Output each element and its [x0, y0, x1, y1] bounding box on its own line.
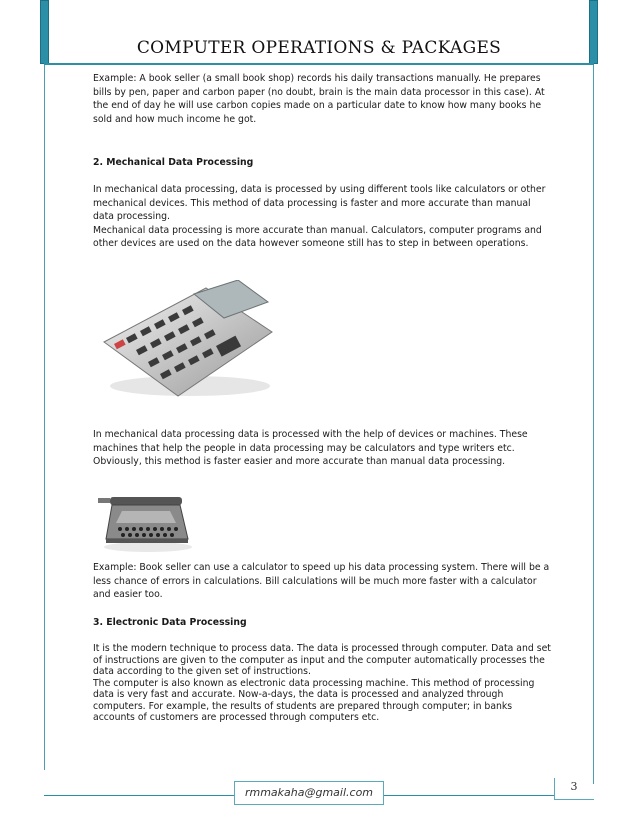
- section-heading-mechanical: 2. Mechanical Data Processing: [93, 157, 254, 168]
- footer-rule-left: [44, 795, 234, 796]
- mechanical-para-2: Mechanical data processing is more accurate than manual. Calculators, computer programs and other devices are used on the data however someone still has to step in between operations.: [93, 224, 542, 250]
- electronic-para-2: The computer is also known as electronic data processing machine. This method of processing data is very fast and accurate. Now-a-days, the data is processed and analyzed through computers. For example, the results of students are prepared through computer; in banks accounts of customers are processed through computers etc.: [93, 677, 535, 723]
- right-margin-line: [593, 64, 594, 784]
- footer-email: rmmakaha@gmail.com: [234, 781, 384, 805]
- intro-example-text: Example: A book seller (a small book shop) records his daily transactions manually. He prepares bills by pen, paper and carbon paper (no doubt, brain is the main data processor in this case). At the end of day he will use carbon copies made on a particular date to know how many books he sold and how much income he got.: [93, 73, 545, 125]
- calculator-image: [98, 280, 278, 400]
- electronic-para-1: It is the modern technique to process data. The data is processed through computer. Data and set of instructions are given to the computer as input and the computer automatically processes the data according to the given set of instructions.: [93, 643, 551, 677]
- typewriter-icon: [96, 489, 196, 553]
- footer-rule-right: [384, 795, 554, 796]
- section-electronic: [93, 617, 553, 628]
- mechanical-para-1: In mechanical data processing, data is processed by using different tools like calculators or other mechanical devices. This method of data processing is faster and more accurate than manual data processing.: [93, 184, 546, 223]
- header-rule: [44, 63, 594, 65]
- left-margin-line: [44, 64, 45, 770]
- mechanical-para-3: In mechanical data processing data is processed with the help of devices or machines. These machines that help the people in data processing may be calculators and type writers etc. Obviously, this method is faster easier and more accurate than manual data processing.: [93, 429, 528, 468]
- section-heading-electronic: 3. Electronic Data Processing: [93, 617, 247, 628]
- intro-example-block: [93, 72, 553, 126]
- mechanical-paragraphs: [93, 183, 553, 251]
- electronic-paragraphs: [93, 643, 553, 724]
- section-mechanical: [93, 157, 553, 168]
- typewriter-image: [96, 489, 196, 553]
- mechanical-example-block: [93, 561, 553, 602]
- page-header-title: COMPUTER OPERATIONS & PACKAGES: [136, 38, 502, 58]
- page-number: 3: [570, 780, 578, 793]
- mechanical-example: Example: Book seller can use a calculator to speed up his data processing system. There will be a less chance of errors in calculations. Bill calculations will be much more faster with a calculator and easier too.: [93, 562, 550, 601]
- mechanical-para-3-block: [93, 428, 553, 469]
- calculator-icon: [98, 280, 278, 400]
